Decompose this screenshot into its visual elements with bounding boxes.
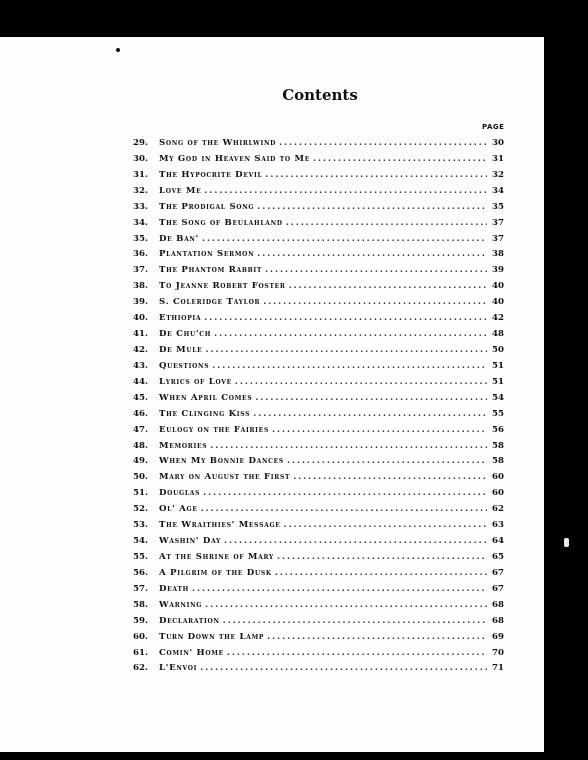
entry-number: 46.	[133, 408, 148, 419]
entry-title: Warning	[159, 599, 203, 610]
entry-title: The Wraithies' Message	[159, 520, 281, 531]
entry-page-number: 68	[492, 599, 504, 610]
contents-entry	[133, 470, 504, 486]
entry-number: 54.	[133, 536, 148, 547]
dot-leader	[224, 534, 487, 550]
entry-title: Ethiopia	[159, 313, 202, 324]
entry-number: 55.	[133, 551, 148, 562]
entry-title: The Hypocrite Devil	[159, 169, 263, 180]
entry-page-number: 71	[492, 663, 504, 674]
entry-number: 61.	[133, 647, 148, 658]
dot-leader	[286, 216, 487, 232]
contents-entry	[133, 454, 504, 470]
contents-entry	[133, 311, 504, 327]
contents-entry	[133, 614, 504, 630]
entry-number: 40.	[133, 313, 148, 324]
entry-title: L'Envoi	[159, 663, 198, 674]
entry-page-number: 30	[492, 138, 504, 148]
entry-page-number: 35	[492, 201, 504, 212]
dot-leader	[205, 598, 487, 614]
entry-number: 47.	[133, 424, 148, 435]
entry-page-number: 69	[492, 631, 504, 642]
entry-page-number: 54	[492, 392, 504, 403]
entry-page-number: 31	[492, 153, 504, 164]
entry-title: Plantation Sermon	[159, 249, 255, 260]
entry-number: 48.	[133, 440, 148, 451]
entry-title: S. Coleridge Taylor	[159, 297, 261, 308]
entry-title: Questions	[159, 360, 210, 371]
entry-title: My God in Heaven Said to Me	[159, 153, 310, 164]
contents-entry	[133, 152, 504, 168]
entry-number: 44.	[133, 376, 148, 387]
dot-leader	[272, 423, 487, 439]
entry-number: 56.	[133, 567, 148, 578]
entry-page-number: 68	[492, 615, 504, 626]
entry-page-number: 37	[492, 233, 504, 244]
entry-page-number: 64	[492, 536, 504, 547]
dot-leader	[255, 391, 487, 407]
entry-number: 59.	[133, 615, 148, 626]
contents-entry	[133, 184, 504, 200]
contents-entry	[133, 232, 504, 248]
dot-leader	[257, 247, 487, 263]
contents-entry	[133, 247, 504, 263]
entry-title: Lyrics of Love	[159, 376, 232, 387]
entry-page-number: 39	[492, 265, 504, 276]
entry-title: Song of the Whirlwind	[159, 138, 277, 148]
entry-number: 30.	[133, 153, 148, 164]
dot-leader	[205, 343, 487, 359]
contents-entry	[133, 534, 504, 550]
dot-leader	[265, 168, 487, 184]
entry-page-number: 58	[492, 456, 504, 467]
entry-page-number: 51	[492, 376, 504, 387]
entry-title: When April Comes	[159, 392, 253, 403]
entry-number: 29.	[133, 138, 148, 148]
dot-leader	[235, 375, 487, 391]
entry-title: Declaration	[159, 615, 220, 626]
margin-mark	[564, 538, 569, 547]
entry-title: De Ban'	[159, 233, 199, 244]
entry-title: Eulogy on the Fairies	[159, 424, 269, 435]
contents-entry	[133, 661, 504, 677]
entry-number: 38.	[133, 281, 148, 292]
entry-page-number: 38	[492, 249, 504, 260]
contents-entry	[133, 630, 504, 646]
entry-page-number: 40	[492, 297, 504, 308]
dot-leader	[202, 232, 487, 248]
dot-leader	[200, 661, 487, 677]
dot-leader	[212, 359, 487, 375]
dot-leader	[263, 295, 487, 311]
entry-page-number: 60	[492, 472, 504, 483]
entry-number: 58.	[133, 599, 148, 610]
entry-number: 49.	[133, 456, 148, 467]
contents-entry	[133, 598, 504, 614]
entry-number: 43.	[133, 360, 148, 371]
dot-leader	[287, 454, 487, 470]
contents-entry	[133, 391, 504, 407]
entry-title: To Jeanne Robert Foster	[159, 281, 286, 292]
entry-title: A Pilgrim of the Dusk	[159, 567, 272, 578]
entry-number: 39.	[133, 297, 148, 308]
contents-entry	[133, 295, 504, 311]
entry-page-number: 50	[492, 344, 504, 355]
contents-entry	[133, 375, 504, 391]
entry-number: 57.	[133, 583, 148, 594]
entry-number: 32.	[133, 185, 148, 196]
entry-number: 33.	[133, 201, 148, 212]
entry-title: Death	[159, 583, 189, 594]
entry-page-number: 40	[492, 281, 504, 292]
entry-number: 45.	[133, 392, 148, 403]
dot-leader	[223, 614, 487, 630]
entry-number: 34.	[133, 217, 148, 228]
dot-leader	[203, 486, 487, 502]
contents-entry	[133, 136, 504, 152]
entry-title: Love Me	[159, 185, 202, 196]
dot-leader	[279, 136, 487, 152]
contents-entry	[133, 343, 504, 359]
dot-leader	[210, 439, 487, 455]
contents-entry	[133, 168, 504, 184]
entry-page-number: 58	[492, 440, 504, 451]
contents-entry	[133, 216, 504, 232]
contents-entry	[133, 407, 504, 423]
dot-leader	[293, 470, 487, 486]
entry-page-number: 65	[492, 551, 504, 562]
dot-leader	[289, 279, 487, 295]
entry-number: 60.	[133, 631, 148, 642]
entry-title: Douglas	[159, 488, 201, 499]
entry-title: The Clinging Kiss	[159, 408, 251, 419]
entry-title: The Phantom Rabbit	[159, 265, 263, 276]
contents-entry	[133, 200, 504, 216]
entry-number: 36.	[133, 249, 148, 260]
ink-speck	[116, 48, 120, 52]
contents-entry	[133, 550, 504, 566]
entry-number: 41.	[133, 329, 148, 340]
dot-leader	[313, 152, 487, 168]
contents-entry	[133, 423, 504, 439]
entry-title: Ol' Age	[159, 504, 198, 515]
entry-title: Comin' Home	[159, 647, 224, 658]
entry-title: Memories	[159, 440, 208, 451]
dot-leader	[257, 200, 487, 216]
entry-title: At the Shrine of Mary	[159, 551, 274, 562]
entry-page-number: 60	[492, 488, 504, 499]
dot-leader	[284, 518, 487, 534]
contents-entry	[133, 486, 504, 502]
dot-leader	[227, 646, 487, 662]
dot-leader	[192, 582, 487, 598]
entry-title: Mary on August the First	[159, 472, 291, 483]
entry-page-number: 55	[492, 408, 504, 419]
entry-title: The Prodigal Song	[159, 201, 255, 212]
entry-number: 51.	[133, 488, 148, 499]
contents-list	[133, 136, 504, 677]
page-column-header: PAGE	[482, 123, 505, 131]
entry-page-number: 67	[492, 583, 504, 594]
page-title: Contents	[282, 86, 358, 104]
entry-number: 31.	[133, 169, 148, 180]
entry-title: De Chu'ch	[159, 329, 212, 340]
contents-entry	[133, 359, 504, 375]
entry-page-number: 56	[492, 424, 504, 435]
dot-leader	[275, 566, 487, 582]
contents-entry	[133, 439, 504, 455]
dot-leader	[204, 184, 487, 200]
entry-title: Washin' Day	[159, 536, 222, 547]
contents-entry	[133, 566, 504, 582]
entry-page-number: 48	[492, 329, 504, 340]
entry-title: When My Bonnie Dances	[159, 456, 284, 467]
dot-leader	[204, 311, 487, 327]
dot-leader	[267, 630, 487, 646]
dot-leader	[253, 407, 487, 423]
contents-entry	[133, 502, 504, 518]
dot-leader	[265, 263, 487, 279]
entry-number: 35.	[133, 233, 148, 244]
contents-entry	[133, 646, 504, 662]
entry-page-number: 62	[492, 504, 504, 515]
entry-title: The Song of Beulahland	[159, 217, 283, 228]
entry-page-number: 63	[492, 520, 504, 531]
contents-entry	[133, 327, 504, 343]
entry-page-number: 32	[492, 169, 504, 180]
entry-number: 42.	[133, 344, 148, 355]
entry-number: 50.	[133, 472, 148, 483]
contents-entry	[133, 263, 504, 279]
entry-page-number: 67	[492, 567, 504, 578]
entry-number: 53.	[133, 520, 148, 531]
entry-number: 62.	[133, 663, 148, 674]
entry-page-number: 51	[492, 360, 504, 371]
entry-number: 37.	[133, 265, 148, 276]
dot-leader	[201, 502, 487, 518]
entry-page-number: 34	[492, 185, 504, 196]
dot-leader	[277, 550, 487, 566]
entry-title: Turn Down the Lamp	[159, 631, 265, 642]
entry-page-number: 37	[492, 217, 504, 228]
dot-leader	[214, 327, 487, 343]
contents-entry	[133, 582, 504, 598]
entry-number: 52.	[133, 504, 148, 515]
entry-page-number: 42	[492, 313, 504, 324]
entry-title: De Mule	[159, 344, 203, 355]
contents-entry	[133, 279, 504, 295]
contents-entry	[133, 518, 504, 534]
entry-page-number: 70	[492, 647, 504, 658]
